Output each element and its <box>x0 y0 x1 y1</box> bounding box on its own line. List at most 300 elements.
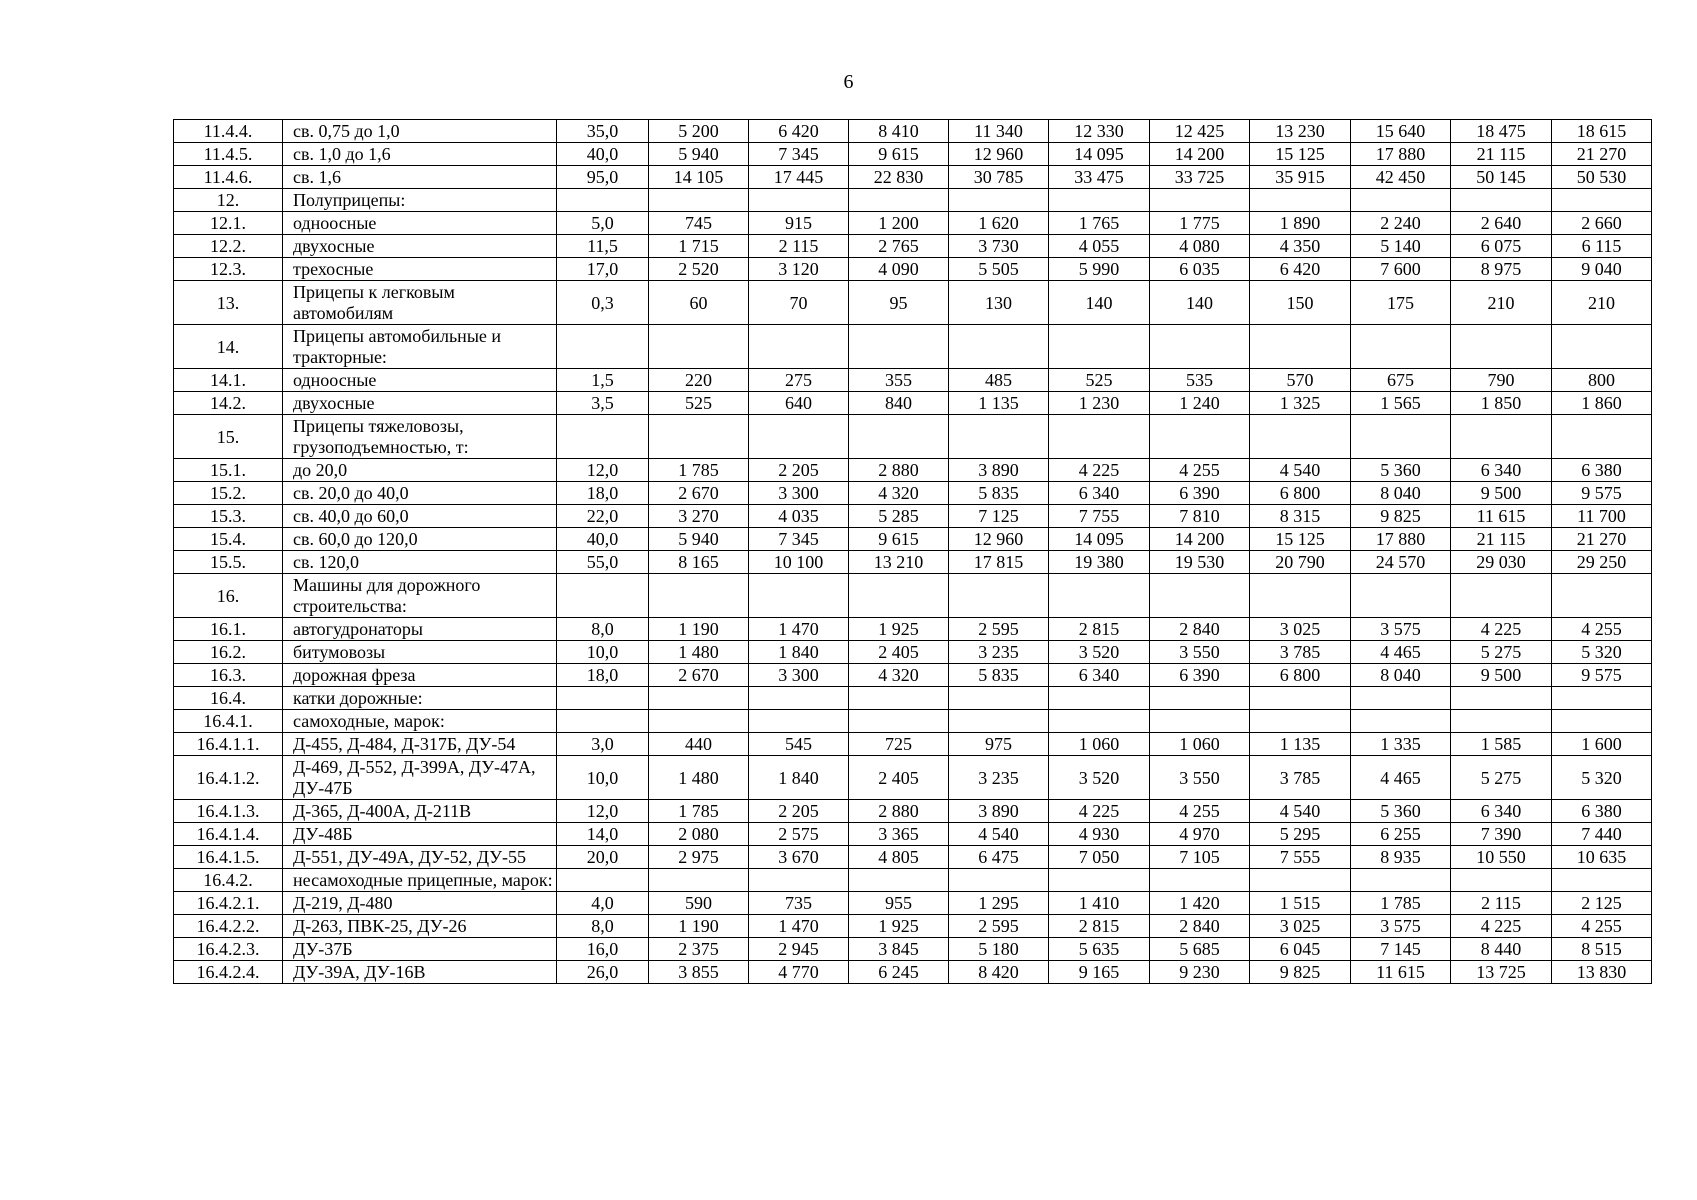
value-cell: 1 325 <box>1250 392 1351 415</box>
value-cell <box>557 325 649 369</box>
value-cell <box>557 869 649 892</box>
value-cell: 2 815 <box>1049 915 1150 938</box>
value-cell <box>1150 574 1250 618</box>
value-cell: 9 500 <box>1451 664 1552 687</box>
value-cell <box>949 325 1049 369</box>
row-name: катки дорожные: <box>283 687 557 710</box>
value-cell: 2 670 <box>649 664 749 687</box>
value-cell: 12 960 <box>949 143 1049 166</box>
row-number: 16.2. <box>174 641 283 664</box>
value-cell: 1 785 <box>649 800 749 823</box>
value-cell: 675 <box>1351 369 1451 392</box>
value-cell <box>1250 415 1351 459</box>
value-cell <box>1150 325 1250 369</box>
table-row <box>174 961 1652 984</box>
value-cell <box>749 869 849 892</box>
value-cell: 12 330 <box>1049 120 1150 143</box>
value-cell <box>749 574 849 618</box>
value-cell: 9 825 <box>1250 961 1351 984</box>
value-cell: 2 240 <box>1351 212 1451 235</box>
value-cell: 18,0 <box>557 664 649 687</box>
value-cell: 4 090 <box>849 258 949 281</box>
value-cell: 745 <box>649 212 749 235</box>
value-cell: 17 880 <box>1351 143 1451 166</box>
value-cell: 10 550 <box>1451 846 1552 869</box>
value-cell: 5 940 <box>649 528 749 551</box>
table-row <box>174 392 1652 415</box>
row-name: Д-263, ПВК-25, ДУ-26 <box>283 915 557 938</box>
value-cell: 2 520 <box>649 258 749 281</box>
value-cell <box>649 189 749 212</box>
value-cell: 2 115 <box>1451 892 1552 915</box>
value-cell: 2 595 <box>949 618 1049 641</box>
row-number: 16.4.1.4. <box>174 823 283 846</box>
table-row <box>174 505 1652 528</box>
table-row <box>174 281 1652 325</box>
table-row <box>174 166 1652 189</box>
value-cell: 3 730 <box>949 235 1049 258</box>
value-cell: 21 270 <box>1552 143 1652 166</box>
value-cell: 5 180 <box>949 938 1049 961</box>
value-cell: 5 275 <box>1451 756 1552 800</box>
value-cell: 11 700 <box>1552 505 1652 528</box>
value-cell: 2 765 <box>849 235 949 258</box>
value-cell: 13 830 <box>1552 961 1652 984</box>
row-name: дорожная фреза <box>283 664 557 687</box>
value-cell <box>1451 710 1552 733</box>
value-cell: 3 890 <box>949 800 1049 823</box>
value-cell: 11 615 <box>1451 505 1552 528</box>
value-cell: 1 600 <box>1552 733 1652 756</box>
value-cell: 6 340 <box>1451 459 1552 482</box>
table-row <box>174 800 1652 823</box>
value-cell: 95,0 <box>557 166 649 189</box>
value-cell: 50 530 <box>1552 166 1652 189</box>
row-name: автогудронаторы <box>283 618 557 641</box>
value-cell: 2 405 <box>849 756 949 800</box>
value-cell <box>1451 687 1552 710</box>
value-cell <box>1049 687 1150 710</box>
value-cell: 3 890 <box>949 459 1049 482</box>
value-cell: 8 440 <box>1451 938 1552 961</box>
value-cell: 3 550 <box>1150 641 1250 664</box>
value-cell: 1 925 <box>849 915 949 938</box>
value-cell: 1 775 <box>1150 212 1250 235</box>
value-cell: 2 125 <box>1552 892 1652 915</box>
value-cell: 3,5 <box>557 392 649 415</box>
table-row <box>174 892 1652 915</box>
value-cell: 2 080 <box>649 823 749 846</box>
value-cell: 5 200 <box>649 120 749 143</box>
value-cell <box>1049 710 1150 733</box>
row-number: 16.4.1. <box>174 710 283 733</box>
row-name: до 20,0 <box>283 459 557 482</box>
row-name: трехосные <box>283 258 557 281</box>
value-cell: 13 230 <box>1250 120 1351 143</box>
value-cell <box>1552 325 1652 369</box>
row-name: св. 60,0 до 120,0 <box>283 528 557 551</box>
value-cell: 545 <box>749 733 849 756</box>
value-cell <box>749 189 849 212</box>
value-cell: 1 715 <box>649 235 749 258</box>
value-cell: 4 465 <box>1351 641 1451 664</box>
value-cell: 8 935 <box>1351 846 1451 869</box>
value-cell: 1 295 <box>949 892 1049 915</box>
value-cell: 1 840 <box>749 641 849 664</box>
table-row <box>174 823 1652 846</box>
value-cell: 1 135 <box>949 392 1049 415</box>
value-cell <box>1552 710 1652 733</box>
value-cell: 17,0 <box>557 258 649 281</box>
value-cell: 4 320 <box>849 482 949 505</box>
value-cell: 1 230 <box>1049 392 1150 415</box>
value-cell: 95 <box>849 281 949 325</box>
row-name: Машины для дорожного строительства: <box>283 574 557 618</box>
table-row <box>174 733 1652 756</box>
value-cell: 70 <box>749 281 849 325</box>
row-number: 15.3. <box>174 505 283 528</box>
row-number: 11.4.4. <box>174 120 283 143</box>
value-cell: 1 515 <box>1250 892 1351 915</box>
value-cell: 18,0 <box>557 482 649 505</box>
row-name: несамоходные прицепные, марок: <box>283 869 557 892</box>
value-cell <box>1150 415 1250 459</box>
value-cell: 9 575 <box>1552 482 1652 505</box>
table-row <box>174 618 1652 641</box>
value-cell: 7 390 <box>1451 823 1552 846</box>
row-name: св. 1,0 до 1,6 <box>283 143 557 166</box>
value-cell: 5 505 <box>949 258 1049 281</box>
value-cell <box>1451 189 1552 212</box>
value-cell: 3 520 <box>1049 641 1150 664</box>
row-number: 11.4.5. <box>174 143 283 166</box>
value-cell: 9 615 <box>849 143 949 166</box>
value-cell: 590 <box>649 892 749 915</box>
value-cell: 5 275 <box>1451 641 1552 664</box>
value-cell: 10 635 <box>1552 846 1652 869</box>
value-cell: 4 540 <box>949 823 1049 846</box>
value-cell <box>1351 869 1451 892</box>
value-cell: 33 475 <box>1049 166 1150 189</box>
value-cell: 13 210 <box>849 551 949 574</box>
value-cell: 1 190 <box>649 915 749 938</box>
value-cell: 6 420 <box>1250 258 1351 281</box>
value-cell: 3 235 <box>949 756 1049 800</box>
value-cell: 7 345 <box>749 528 849 551</box>
table-row <box>174 258 1652 281</box>
value-cell <box>749 415 849 459</box>
row-name: Прицепы к легковым автомобилям <box>283 281 557 325</box>
value-cell: 30 785 <box>949 166 1049 189</box>
value-cell <box>949 189 1049 212</box>
value-cell: 2 815 <box>1049 618 1150 641</box>
value-cell: 175 <box>1351 281 1451 325</box>
value-cell: 8 420 <box>949 961 1049 984</box>
table-row <box>174 212 1652 235</box>
table-row <box>174 325 1652 369</box>
value-cell: 9 615 <box>849 528 949 551</box>
value-cell: 5 285 <box>849 505 949 528</box>
value-cell: 130 <box>949 281 1049 325</box>
value-cell: 570 <box>1250 369 1351 392</box>
table-row <box>174 938 1652 961</box>
value-cell: 20,0 <box>557 846 649 869</box>
value-cell: 5 635 <box>1049 938 1150 961</box>
value-cell: 5 360 <box>1351 800 1451 823</box>
tariff-table <box>173 119 1652 984</box>
value-cell: 6 045 <box>1250 938 1351 961</box>
value-cell <box>649 687 749 710</box>
value-cell: 4 035 <box>749 505 849 528</box>
row-number: 15.2. <box>174 482 283 505</box>
value-cell: 2 205 <box>749 800 849 823</box>
row-name: Прицепы автомобильные и тракторные: <box>283 325 557 369</box>
value-cell: 8 040 <box>1351 664 1451 687</box>
value-cell: 8 515 <box>1552 938 1652 961</box>
value-cell <box>849 189 949 212</box>
value-cell: 1 565 <box>1351 392 1451 415</box>
value-cell <box>1049 189 1150 212</box>
value-cell <box>849 574 949 618</box>
value-cell <box>557 710 649 733</box>
value-cell: 3 670 <box>749 846 849 869</box>
value-cell: 800 <box>1552 369 1652 392</box>
value-cell: 3 855 <box>649 961 749 984</box>
value-cell <box>1250 710 1351 733</box>
row-name: битумовозы <box>283 641 557 664</box>
table-row <box>174 687 1652 710</box>
value-cell: 1 335 <box>1351 733 1451 756</box>
value-cell <box>849 869 949 892</box>
row-number: 15.1. <box>174 459 283 482</box>
table-row <box>174 528 1652 551</box>
value-cell: 1 060 <box>1150 733 1250 756</box>
value-cell: 9 040 <box>1552 258 1652 281</box>
value-cell: 5 685 <box>1150 938 1250 961</box>
value-cell: 725 <box>849 733 949 756</box>
value-cell: 35,0 <box>557 120 649 143</box>
value-cell: 2 840 <box>1150 618 1250 641</box>
value-cell: 8,0 <box>557 618 649 641</box>
row-number: 12. <box>174 189 283 212</box>
value-cell: 7 105 <box>1150 846 1250 869</box>
row-number: 16.4.2. <box>174 869 283 892</box>
row-number: 16.4.1.2. <box>174 756 283 800</box>
row-name: св. 0,75 до 1,0 <box>283 120 557 143</box>
value-cell: 7 050 <box>1049 846 1150 869</box>
value-cell: 11 615 <box>1351 961 1451 984</box>
value-cell: 15 125 <box>1250 528 1351 551</box>
value-cell: 1 620 <box>949 212 1049 235</box>
value-cell: 15 640 <box>1351 120 1451 143</box>
value-cell: 4 255 <box>1552 618 1652 641</box>
value-cell: 210 <box>1451 281 1552 325</box>
value-cell: 4 540 <box>1250 459 1351 482</box>
value-cell: 6 475 <box>949 846 1049 869</box>
table-row <box>174 641 1652 664</box>
row-name: Д-365, Д-400А, Д-211В <box>283 800 557 823</box>
row-name: ДУ-39А, ДУ-16В <box>283 961 557 984</box>
row-name: Прицепы тяжеловозы, грузоподъемностью, т: <box>283 415 557 459</box>
value-cell: 4 805 <box>849 846 949 869</box>
value-cell: 2 670 <box>649 482 749 505</box>
value-cell: 5,0 <box>557 212 649 235</box>
table-row <box>174 846 1652 869</box>
table-row <box>174 120 1652 143</box>
row-number: 15.5. <box>174 551 283 574</box>
value-cell: 3 235 <box>949 641 1049 664</box>
value-cell <box>749 325 849 369</box>
value-cell <box>1250 574 1351 618</box>
value-cell: 1 585 <box>1451 733 1552 756</box>
value-cell <box>1049 574 1150 618</box>
value-cell: 1 480 <box>649 641 749 664</box>
value-cell: 2 375 <box>649 938 749 961</box>
value-cell: 15 125 <box>1250 143 1351 166</box>
value-cell: 220 <box>649 369 749 392</box>
value-cell <box>1552 415 1652 459</box>
row-number: 16.4. <box>174 687 283 710</box>
value-cell: 2 640 <box>1451 212 1552 235</box>
row-name: ДУ-48Б <box>283 823 557 846</box>
row-name: св. 120,0 <box>283 551 557 574</box>
value-cell: 1 240 <box>1150 392 1250 415</box>
row-name: св. 40,0 до 60,0 <box>283 505 557 528</box>
value-cell: 14 095 <box>1049 528 1150 551</box>
value-cell: 7 145 <box>1351 938 1451 961</box>
value-cell: 18 615 <box>1552 120 1652 143</box>
value-cell: 19 380 <box>1049 551 1150 574</box>
row-name: двухосные <box>283 235 557 258</box>
table-row <box>174 482 1652 505</box>
value-cell: 5 295 <box>1250 823 1351 846</box>
value-cell <box>949 869 1049 892</box>
value-cell: 1 785 <box>1351 892 1451 915</box>
value-cell <box>649 710 749 733</box>
value-cell <box>949 415 1049 459</box>
row-number: 13. <box>174 281 283 325</box>
value-cell: 11,5 <box>557 235 649 258</box>
table-row <box>174 369 1652 392</box>
value-cell: 485 <box>949 369 1049 392</box>
value-cell: 6 075 <box>1451 235 1552 258</box>
value-cell: 2 660 <box>1552 212 1652 235</box>
value-cell: 2 595 <box>949 915 1049 938</box>
value-cell <box>1552 869 1652 892</box>
value-cell <box>557 574 649 618</box>
value-cell: 4 080 <box>1150 235 1250 258</box>
value-cell: 9 500 <box>1451 482 1552 505</box>
value-cell: 1 060 <box>1049 733 1150 756</box>
row-number: 14. <box>174 325 283 369</box>
value-cell: 1 410 <box>1049 892 1150 915</box>
value-cell: 8 165 <box>649 551 749 574</box>
value-cell <box>1451 325 1552 369</box>
row-number: 12.2. <box>174 235 283 258</box>
value-cell <box>1250 869 1351 892</box>
value-cell: 4 540 <box>1250 800 1351 823</box>
value-cell: 5 320 <box>1552 756 1652 800</box>
value-cell: 3 785 <box>1250 756 1351 800</box>
value-cell: 355 <box>849 369 949 392</box>
value-cell: 2 575 <box>749 823 849 846</box>
row-number: 16.4.2.4. <box>174 961 283 984</box>
value-cell: 2 205 <box>749 459 849 482</box>
value-cell: 535 <box>1150 369 1250 392</box>
value-cell: 1 925 <box>849 618 949 641</box>
value-cell: 5 835 <box>949 482 1049 505</box>
row-number: 15. <box>174 415 283 459</box>
table-body <box>174 120 1652 984</box>
value-cell: 8 040 <box>1351 482 1451 505</box>
value-cell: 7 755 <box>1049 505 1150 528</box>
value-cell: 2 405 <box>849 641 949 664</box>
value-cell: 275 <box>749 369 849 392</box>
row-number: 16. <box>174 574 283 618</box>
value-cell: 29 250 <box>1552 551 1652 574</box>
value-cell: 29 030 <box>1451 551 1552 574</box>
table-row <box>174 415 1652 459</box>
value-cell: 1 765 <box>1049 212 1150 235</box>
value-cell: 4 225 <box>1451 618 1552 641</box>
value-cell: 1 200 <box>849 212 949 235</box>
row-number: 16.3. <box>174 664 283 687</box>
value-cell: 1 480 <box>649 756 749 800</box>
value-cell: 5 990 <box>1049 258 1150 281</box>
table-row <box>174 574 1652 618</box>
value-cell <box>1049 869 1150 892</box>
row-number: 14.1. <box>174 369 283 392</box>
value-cell: 17 815 <box>949 551 1049 574</box>
value-cell: 19 530 <box>1150 551 1250 574</box>
value-cell: 9 165 <box>1049 961 1150 984</box>
value-cell: 4 255 <box>1552 915 1652 938</box>
value-cell: 6 800 <box>1250 664 1351 687</box>
value-cell: 9 825 <box>1351 505 1451 528</box>
value-cell: 8 410 <box>849 120 949 143</box>
table-row <box>174 664 1652 687</box>
value-cell: 2 945 <box>749 938 849 961</box>
row-name: ДУ-37Б <box>283 938 557 961</box>
value-cell <box>557 189 649 212</box>
value-cell: 8 975 <box>1451 258 1552 281</box>
value-cell: 24 570 <box>1351 551 1451 574</box>
value-cell <box>849 325 949 369</box>
value-cell: 40,0 <box>557 143 649 166</box>
value-cell: 1 785 <box>649 459 749 482</box>
table-row <box>174 756 1652 800</box>
value-cell: 4 970 <box>1150 823 1250 846</box>
value-cell <box>1150 869 1250 892</box>
value-cell <box>649 869 749 892</box>
value-cell: 3 845 <box>849 938 949 961</box>
value-cell: 1 860 <box>1552 392 1652 415</box>
row-number: 12.1. <box>174 212 283 235</box>
row-name: Полуприцепы: <box>283 189 557 212</box>
value-cell: 5 940 <box>649 143 749 166</box>
value-cell <box>1552 687 1652 710</box>
value-cell: 5 360 <box>1351 459 1451 482</box>
value-cell <box>557 415 649 459</box>
value-cell <box>849 415 949 459</box>
value-cell <box>1351 189 1451 212</box>
value-cell <box>1150 189 1250 212</box>
row-name: св. 1,6 <box>283 166 557 189</box>
row-number: 11.4.6. <box>174 166 283 189</box>
value-cell: 14 105 <box>649 166 749 189</box>
value-cell: 3 575 <box>1351 915 1451 938</box>
value-cell: 4 465 <box>1351 756 1451 800</box>
